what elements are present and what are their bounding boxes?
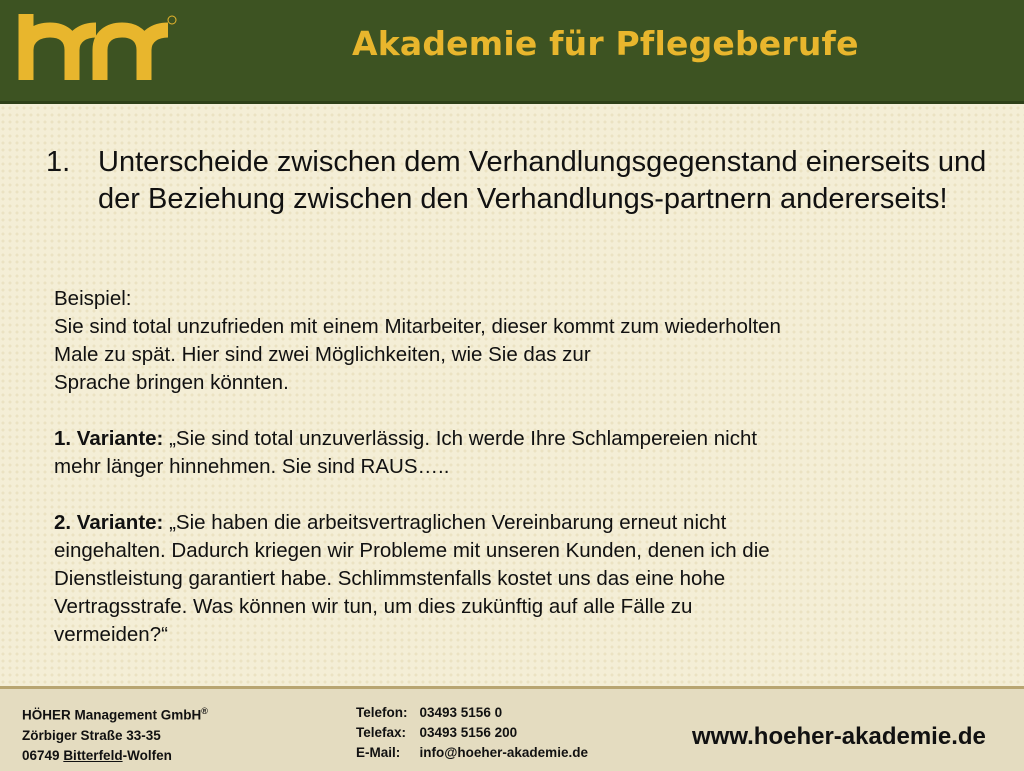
fax-row bbox=[356, 723, 600, 743]
footer bbox=[0, 686, 1024, 771]
example-line: Sprache bringen könnten. bbox=[54, 371, 289, 394]
phone-row bbox=[356, 703, 600, 723]
example-heading: Beispiel: bbox=[54, 287, 132, 310]
variant-2-line: vermeiden?“ bbox=[54, 623, 168, 646]
example-block bbox=[54, 285, 974, 649]
email-label: E-Mail: bbox=[356, 745, 401, 760]
variant-2-line bbox=[54, 509, 974, 537]
email-row bbox=[356, 743, 600, 763]
city: 06749 Bitterfeld-Wolfen bbox=[22, 747, 172, 763]
company-address bbox=[22, 701, 208, 766]
phone-label: Telefon: bbox=[356, 705, 408, 720]
header-bar bbox=[0, 0, 1024, 104]
variant-2-line: Dienstleistung garantiert habe. Schlimmstenfalls kostet uns das eine hohe bbox=[54, 567, 726, 590]
variant-1-line bbox=[54, 425, 974, 453]
variant-1-text: „Sie sind total unzuverlässig. Ich werde Ihre Schlampereien nicht bbox=[163, 427, 758, 450]
variant-1-label: 1. Variante: bbox=[54, 427, 164, 450]
contact-info bbox=[356, 703, 600, 763]
variant-1-line: mehr länger hinnehmen. Sie sind RAUS….. bbox=[54, 455, 450, 478]
variant-2-line: Vertragsstrafe. Was können wir tun, um dies zukünftig auf alle Fälle zu bbox=[54, 595, 693, 618]
fax-number: 03493 5156 200 bbox=[419, 725, 518, 740]
fax-label: Telefax: bbox=[356, 725, 407, 740]
website-link[interactable]: www.hoeher-akademie.de bbox=[692, 723, 986, 750]
example-line: Male zu spät. Hier sind zwei Möglichkeiten, wie Sie das zur bbox=[54, 343, 591, 366]
question-item bbox=[46, 144, 996, 218]
email-address[interactable]: info@hoeher-akademie.de bbox=[419, 745, 588, 760]
variant-2-label: 2. Variante: bbox=[54, 511, 164, 534]
example-line: Sie sind total unzufrieden mit einem Mitarbeiter, dieser kommt zum wiederholten bbox=[54, 315, 781, 338]
hm-logo bbox=[14, 14, 179, 89]
street: Zörbiger Straße 33-35 bbox=[22, 727, 161, 743]
variant-2-line: eingehalten. Dadurch kriegen wir Probleme mit unseren Kunden, denen ich die bbox=[54, 539, 770, 562]
phone-number: 03493 5156 0 bbox=[419, 705, 503, 720]
variant-2-text: „Sie haben die arbeitsvertraglichen Vereinbarung erneut nicht bbox=[163, 511, 727, 534]
header-title: Akademie für Pflegeberufe bbox=[352, 24, 859, 63]
question-text: Unterscheide zwischen dem Verhandlungsgegenstand einerseits und der Beziehung zwischen den Verhandlungs-partnern andererseits! bbox=[98, 146, 987, 215]
hm-logo-mark bbox=[14, 14, 179, 84]
slide-content bbox=[0, 104, 1024, 686]
company-name: HÖHER Management GmbH® bbox=[22, 706, 208, 723]
question-number: 1. bbox=[46, 146, 71, 178]
